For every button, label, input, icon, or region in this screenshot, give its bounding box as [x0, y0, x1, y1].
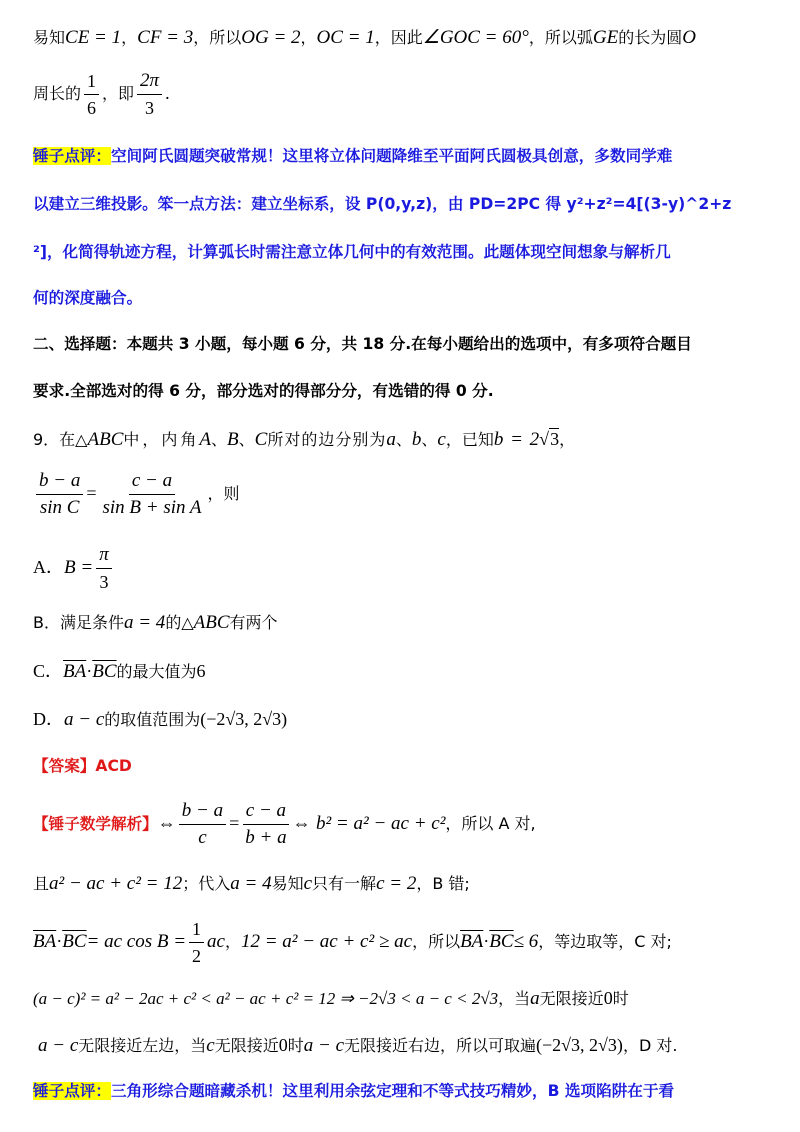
text: 易知: [271, 874, 304, 893]
math: ac: [207, 931, 225, 952]
text: ，: [224, 932, 241, 951]
math: ·: [56, 931, 63, 951]
math: ABC: [193, 612, 230, 633]
math: C: [254, 429, 268, 450]
text: ，: [559, 430, 576, 449]
review-tag: 锤子点评：: [33, 147, 111, 165]
math: a − c: [64, 709, 105, 730]
math: ⇔: [157, 813, 176, 833]
text: ，所以弧: [528, 28, 593, 47]
analysis-line-4: [33, 987, 629, 1010]
vector: $\overline{BA}$: [460, 931, 484, 952]
text: 的最大值为: [116, 662, 197, 681]
text: 只有一解: [312, 874, 377, 893]
fraction: [84, 70, 99, 119]
math: a² − ac + c² = 12: [49, 873, 183, 894]
math: 3: [550, 429, 560, 449]
text: 的取值范围为: [104, 710, 201, 729]
option-label: A．: [33, 557, 64, 577]
review-tag: 锤子点评：: [33, 1082, 111, 1100]
math: a = 4: [123, 612, 166, 633]
text: 的长为圆: [618, 28, 683, 47]
math: (−2√3, 2√3): [536, 1035, 623, 1055]
question-9-line-1: 9．在△ABC中，内角A、B、C所对的边分别为a、b、c，已知b = 2√3，: [33, 429, 576, 450]
text: 、: [238, 430, 255, 449]
math: ·: [483, 931, 490, 951]
text: ，D 对.: [622, 1036, 678, 1055]
option-a: [33, 544, 115, 593]
denominator: 3: [99, 572, 109, 592]
math: CF = 3: [137, 27, 194, 48]
analysis-line-5: [38, 1034, 677, 1057]
text: ，因此: [374, 28, 423, 47]
review-line-1: [33, 145, 672, 167]
math: 6: [196, 661, 206, 681]
text: 的△: [165, 613, 194, 632]
math: OG = 2: [241, 27, 301, 48]
option-label: C．: [33, 661, 64, 681]
option-b: [33, 612, 278, 634]
denominator: c: [198, 827, 207, 848]
text: ，: [121, 28, 138, 47]
section-text: 二、选择题：本题共 3 小题，每小题 6 分，共 18 分.在每小题给出的选项中，有多项符合题目: [33, 335, 692, 353]
option-label: D．: [33, 709, 64, 729]
review-2: [33, 1080, 674, 1102]
math: O: [682, 27, 696, 48]
math: c = 2: [376, 873, 417, 894]
analysis-tag: 【锤子数学解析】: [33, 815, 158, 833]
denominator: 3: [145, 98, 155, 118]
vector: $\overline{BA}$: [33, 931, 57, 952]
text: .: [165, 83, 170, 103]
review-line-3: [33, 241, 671, 263]
text: 、: [421, 430, 438, 449]
math: b: [411, 429, 422, 450]
review-line-4: [33, 287, 142, 309]
text: 、: [211, 430, 228, 449]
math: =: [229, 813, 240, 833]
numerator: 1: [189, 918, 204, 943]
option-d: [33, 708, 287, 731]
fraction: [99, 470, 204, 519]
fraction: [189, 918, 204, 967]
text: 易知: [33, 28, 66, 47]
math: 0: [278, 1035, 288, 1055]
text: ，当: [498, 989, 531, 1008]
math: GE: [592, 27, 619, 48]
numerator: c − a: [129, 470, 175, 495]
math: =: [86, 483, 97, 503]
math: CE = 1: [65, 27, 122, 48]
denominator: sin B + sin A: [102, 497, 202, 518]
analysis-line-1: [33, 800, 536, 849]
denominator: 2: [192, 946, 202, 966]
review-text: 三角形综合题暗藏杀机！这里利用余弦定理和不等式技巧精妙，B 选项陷阱在于看: [110, 1082, 675, 1100]
math: ≤ 6: [513, 931, 539, 952]
section-heading-2: [33, 380, 494, 402]
text: 所对的边分别为: [267, 430, 387, 449]
analysis-line-3: [33, 918, 672, 967]
text: 有两个: [229, 613, 278, 632]
fraction: [36, 470, 83, 519]
answer: [33, 755, 132, 777]
text: 时: [287, 1036, 304, 1055]
numerator: b − a: [179, 800, 226, 825]
review-text: 以建立三维投影。笨一点方法：建立坐标系，设 P(0,y,z)，由 PD=2PC 得 y²+z²=4[(3-y)^2+z: [33, 195, 732, 213]
math: OC = 1: [316, 27, 375, 48]
text: ，即: [102, 84, 135, 103]
text: ，所以: [412, 932, 461, 951]
numerator: π: [96, 544, 112, 569]
analysis-line-2: [33, 873, 470, 895]
fraction: [137, 70, 162, 119]
math: b = 2: [493, 429, 540, 450]
math: b² = a² − ac + c²: [315, 813, 446, 834]
math: (a − c)² = a² − 2ac + c² < a² − ac + c² = 12 ⇒ −2√3 < a − c < 2√3: [33, 989, 499, 1008]
option-c: [33, 660, 206, 683]
math: a: [386, 429, 396, 450]
text: 无限接近: [214, 1036, 279, 1055]
solution-line-2: [33, 70, 170, 119]
math: a − c: [303, 1035, 345, 1056]
math: B =: [64, 557, 94, 578]
text: ；代入: [182, 874, 231, 893]
fraction: [242, 800, 289, 849]
vector: $\overline{BC}$: [62, 931, 87, 952]
text: 无限接近左边，当: [78, 1036, 207, 1055]
numerator: 2π: [137, 70, 162, 95]
text: 且: [33, 874, 50, 893]
review-text: 空间阿氏圆题突破常规！这里将立体问题降维至平面阿氏圆极具创意，多数同学难: [110, 147, 673, 165]
solution-line-1: [33, 27, 696, 49]
math: ⇔: [292, 813, 311, 833]
text: ，: [300, 28, 317, 47]
math: ·: [86, 661, 93, 681]
review-text: 何的深度融合。: [33, 289, 143, 307]
math: (−2√3, 2√3): [200, 709, 288, 729]
denominator: b + a: [245, 827, 287, 848]
math: 0: [603, 988, 613, 1008]
text: ，等边取等，C 对;: [538, 932, 672, 951]
numerator: c − a: [243, 800, 289, 825]
text: 无限接近: [539, 989, 604, 1008]
math: c: [206, 1035, 215, 1056]
denominator: sin C: [39, 497, 80, 518]
text: ，则: [207, 484, 240, 503]
math: A: [199, 429, 212, 450]
question-9-line-2: [33, 470, 240, 519]
text: 时: [612, 989, 629, 1008]
text: ，所以: [193, 28, 242, 47]
math: 12 = a² − ac + c² ≥ ac: [240, 931, 413, 952]
fraction: [96, 544, 112, 593]
text: 中，内角: [123, 430, 200, 449]
numerator: b − a: [36, 470, 83, 495]
text: 周长的: [33, 84, 82, 103]
option-label: B．满足条件: [33, 613, 124, 632]
vector: $\overline{BC}$: [489, 931, 514, 952]
review-text: ²]，化简得轨迹方程，计算弧长时需注意立体几何中的有效范围。此题体现空间想象与解析几: [33, 243, 671, 261]
vector: $\overline{BC}$: [92, 661, 117, 682]
text: ，所以 A 对,: [445, 814, 536, 833]
math: a − c: [38, 1035, 79, 1056]
math: c: [303, 873, 313, 894]
numerator: 1: [84, 70, 99, 95]
vector: $\overline{BA}$: [63, 661, 87, 682]
math: a: [530, 988, 540, 1009]
math: B: [227, 429, 239, 450]
text: ，已知: [445, 430, 494, 449]
answer-label: 【答案】ACD: [33, 757, 132, 775]
text: 无限接近右边，所以可取遍: [344, 1036, 537, 1055]
text: ，B 错;: [416, 874, 470, 893]
section-heading: [33, 333, 692, 355]
math: a = 4: [230, 873, 272, 894]
review-line-2: [33, 193, 731, 215]
section-text: 要求.全部选对的得 6 分，部分选对的得部分分，有选错的得 0 分.: [33, 382, 494, 400]
math: c: [437, 429, 446, 450]
math: = ac cos B =: [86, 931, 187, 952]
text: 、: [395, 430, 412, 449]
text: 9．在△: [33, 430, 88, 449]
fraction: [179, 800, 226, 849]
math: ∠GOC = 60°: [422, 27, 529, 48]
math: ABC: [87, 429, 124, 450]
denominator: 6: [87, 98, 97, 118]
